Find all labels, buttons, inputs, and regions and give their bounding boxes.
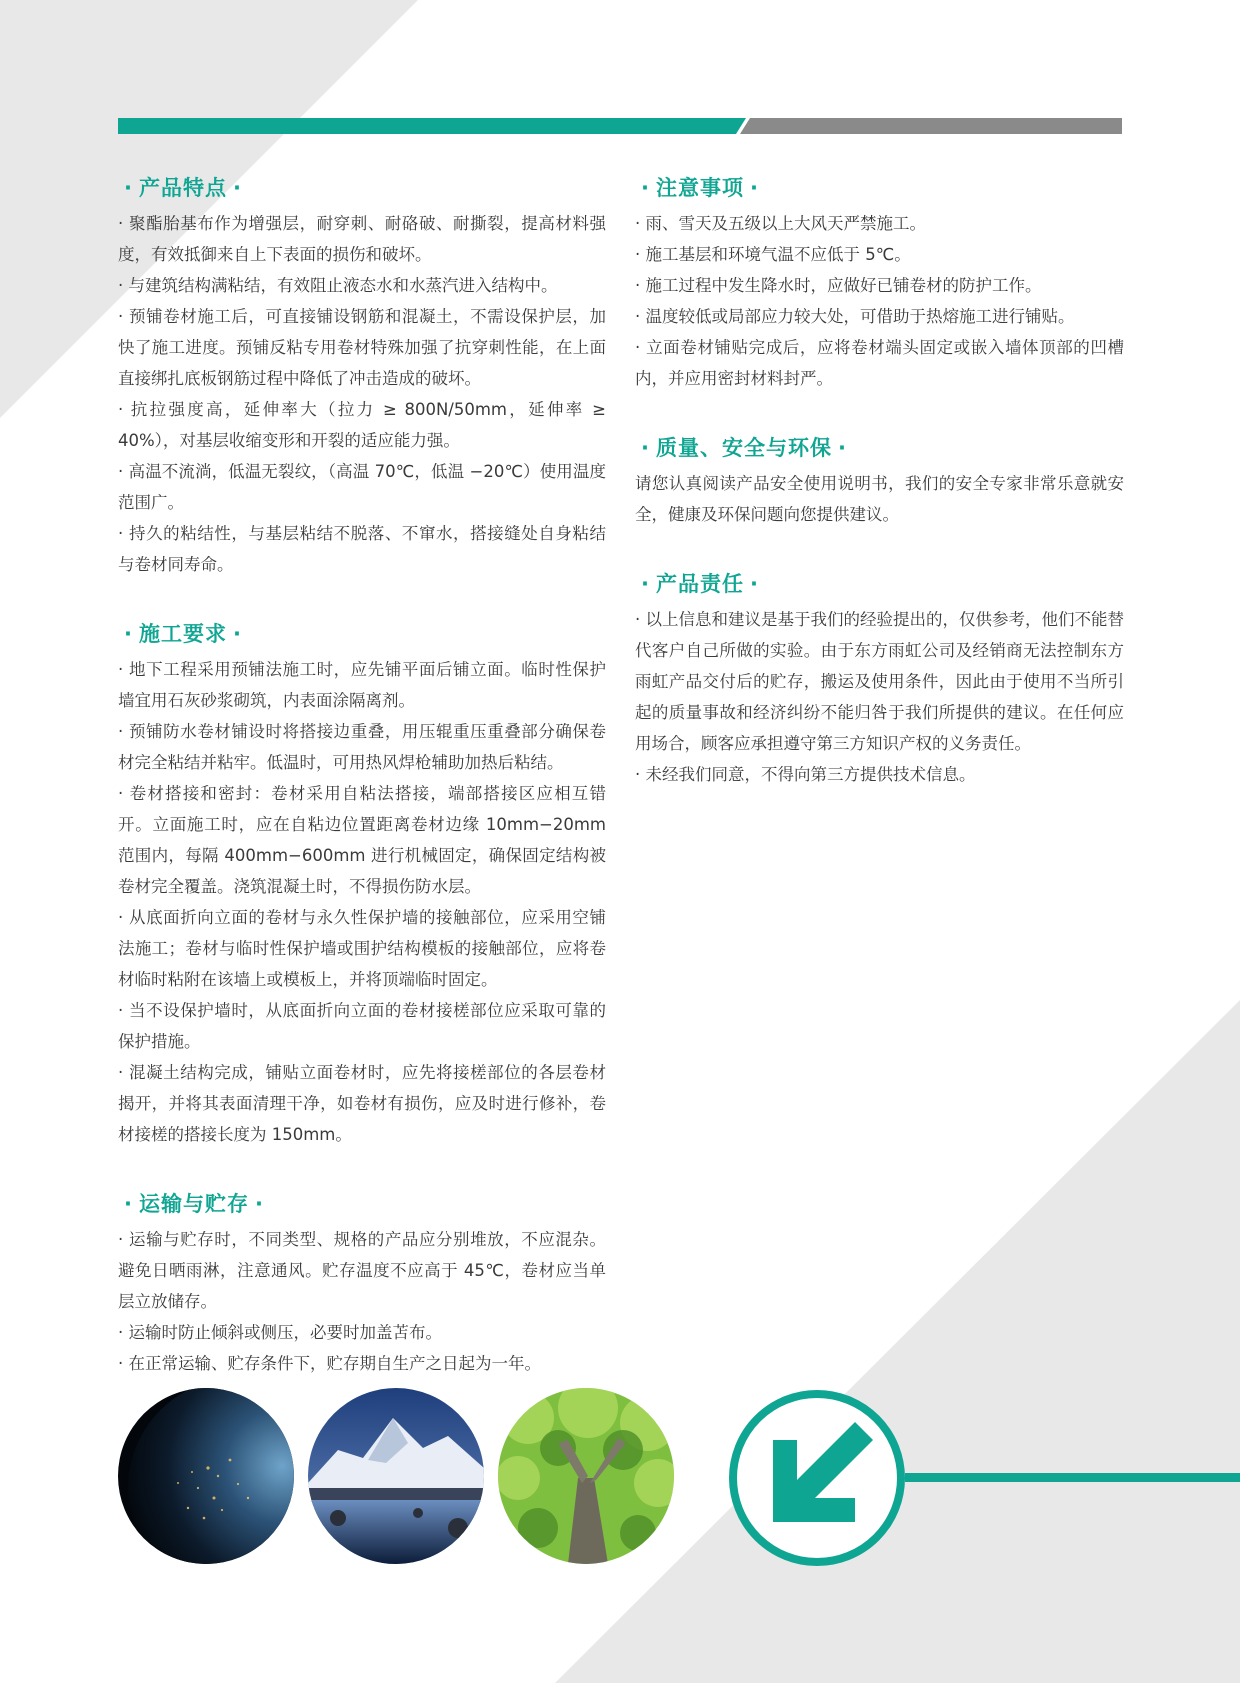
section	[118, 614, 606, 1150]
bullet-dot: ·	[837, 436, 847, 460]
paragraph: · 未经我们同意，不得向第三方提供技术信息。	[635, 765, 976, 784]
bullet-dot: ·	[749, 176, 759, 200]
paragraph: · 运输与贮存时，不同类型、规格的产品应分别堆放，不应混杂。避免日晒雨淋，注意通风。贮存温度不应高于 45℃，卷材应当单层立放储存。	[118, 1230, 606, 1311]
section-title-text: 运输与贮存	[138, 1192, 249, 1216]
section-title	[118, 614, 606, 654]
section-title-text: 质量、安全与环保	[655, 436, 832, 460]
earth-at-night-image	[118, 1388, 294, 1564]
section	[118, 168, 606, 580]
paragraph: · 持久的粘结性，与基层粘结不脱落、不窜水，搭接缝处自身粘结与卷材同寿命。	[118, 524, 606, 574]
top-bar-accent	[118, 118, 746, 134]
section	[635, 168, 1124, 394]
bullet-dot: ·	[124, 622, 133, 646]
paragraph: · 以上信息和建议是基于我们的经验提出的，仅供参考，他们不能替代客户自己所做的实验。由于东方雨虹公司及经销商无法控制东方雨虹产品交付后的贮存，搬运及使用条件，因此由于使用不当所引起的质量事故和经济纠纷不能归咎于我们所提供的建议。在任何应用场合，顾客应承担遵守第三方知识产权的义务责任。	[635, 610, 1124, 753]
section-title	[118, 1184, 606, 1224]
paragraph: · 卷材搭接和密封：卷材采用自粘法搭接，端部搭接区应相互错开。立面施工时，应在自粘边位置距离卷材边缘 10mm−20mm 范围内，每隔 400mm−600mm 进行机械固定，确保固定结构被卷材完全覆盖。浇筑混凝土时，不得损伤防水层。	[118, 784, 606, 896]
green-tree-canopy-image	[498, 1388, 674, 1564]
paragraph: · 温度较低或局部应力较大处，可借助于热熔施工进行铺贴。	[635, 307, 1075, 326]
paragraph: 请您认真阅读产品安全使用说明书，我们的安全专家非常乐意就安全，健康及环保问题向您提供建议。	[635, 474, 1124, 524]
bullet-dot: ·	[641, 572, 650, 596]
paragraph: · 混凝土结构完成，铺贴立面卷材时，应先将接槎部位的各层卷材揭开，并将其表面清理干净，如卷材有损伤，应及时进行修补，卷材接槎的搭接长度为 150mm。	[118, 1063, 606, 1144]
paragraph: · 预铺卷材施工后，可直接铺设钢筋和混凝土，不需设保护层，加快了施工进度。预铺反粘专用卷材特殊加强了抗穿刺性能，在上面直接绑扎底板钢筋过程中降低了冲击造成的破坏。	[118, 307, 606, 388]
paragraph: · 当不设保护墙时，从底面折向立面的卷材接槎部位应采取可靠的保护措施。	[118, 1001, 606, 1051]
arrow-down-left-icon	[727, 1388, 907, 1568]
bullet-dot: ·	[749, 572, 759, 596]
paragraph: · 运输时防止倾斜或侧压，必要时加盖苫布。	[118, 1323, 442, 1342]
arrow-connector-line	[905, 1473, 1240, 1482]
snow-mountain-lake-image	[308, 1388, 484, 1564]
paragraph: · 雨、雪天及五级以上大风天严禁施工。	[635, 214, 926, 233]
paragraph: · 聚酯胎基布作为增强层，耐穿刺、耐硌破、耐撕裂，提高材料强度，有效抵御来自上下表面的损伤和破坏。	[118, 214, 606, 264]
bullet-dot: ·	[124, 1192, 133, 1216]
section-title	[118, 168, 606, 208]
bullet-dot: ·	[232, 176, 242, 200]
right-column	[635, 168, 1124, 824]
bullet-dot: ·	[124, 176, 133, 200]
section-title-text: 施工要求	[138, 622, 227, 646]
section-title	[635, 564, 1124, 604]
paragraph: · 施工过程中发生降水时，应做好已铺卷材的防护工作。	[635, 276, 1042, 295]
paragraph: · 高温不流淌，低温无裂纹，（高温 70℃，低温 −20℃）使用温度范围广。	[118, 462, 606, 512]
top-bar-gray	[740, 118, 1122, 134]
section	[635, 564, 1124, 790]
section-title-text: 注意事项	[655, 176, 744, 200]
paragraph: · 立面卷材铺贴完成后，应将卷材端头固定或嵌入墙体顶部的凹槽内，并应用密封材料封严。	[635, 338, 1124, 388]
left-column	[118, 168, 606, 1413]
bullet-dot: ·	[232, 622, 242, 646]
paragraph: · 与建筑结构满粘结，有效阻止液态水和水蒸汽进入结构中。	[118, 276, 558, 295]
bullet-dot: ·	[641, 176, 650, 200]
section	[635, 428, 1124, 530]
paragraph: · 施工基层和环境气温不应低于 5℃。	[635, 245, 911, 264]
paragraph: · 抗拉强度高，延伸率大（拉力 ≥ 800N/50mm，延伸率 ≥ 40%），对基层收缩变形和开裂的适应能力强。	[118, 400, 606, 450]
paragraph: · 地下工程采用预铺法施工时，应先铺平面后铺立面。临时性保护墙宜用石灰砂浆砌筑，内表面涂隔离剂。	[118, 660, 606, 710]
section-title-text: 产品责任	[655, 572, 744, 596]
paragraph: · 预铺防水卷材铺设时将搭接边重叠，用压辊重压重叠部分确保卷材完全粘结并粘牢。低温时，可用热风焊枪辅助加热后粘结。	[118, 722, 606, 772]
section-title	[635, 168, 1124, 208]
section-title-text: 产品特点	[138, 176, 227, 200]
section	[118, 1184, 606, 1379]
paragraph: · 在正常运输、贮存条件下，贮存期自生产之日起为一年。	[118, 1354, 541, 1373]
bullet-dot: ·	[641, 436, 650, 460]
bullet-dot: ·	[254, 1192, 264, 1216]
section-title	[635, 428, 1124, 468]
paragraph: · 从底面折向立面的卷材与永久性保护墙的接触部位，应采用空铺法施工；卷材与临时性保护墙或围护结构模板的接触部位，应将卷材临时粘附在该墙上或模板上，并将顶端临时固定。	[118, 908, 606, 989]
